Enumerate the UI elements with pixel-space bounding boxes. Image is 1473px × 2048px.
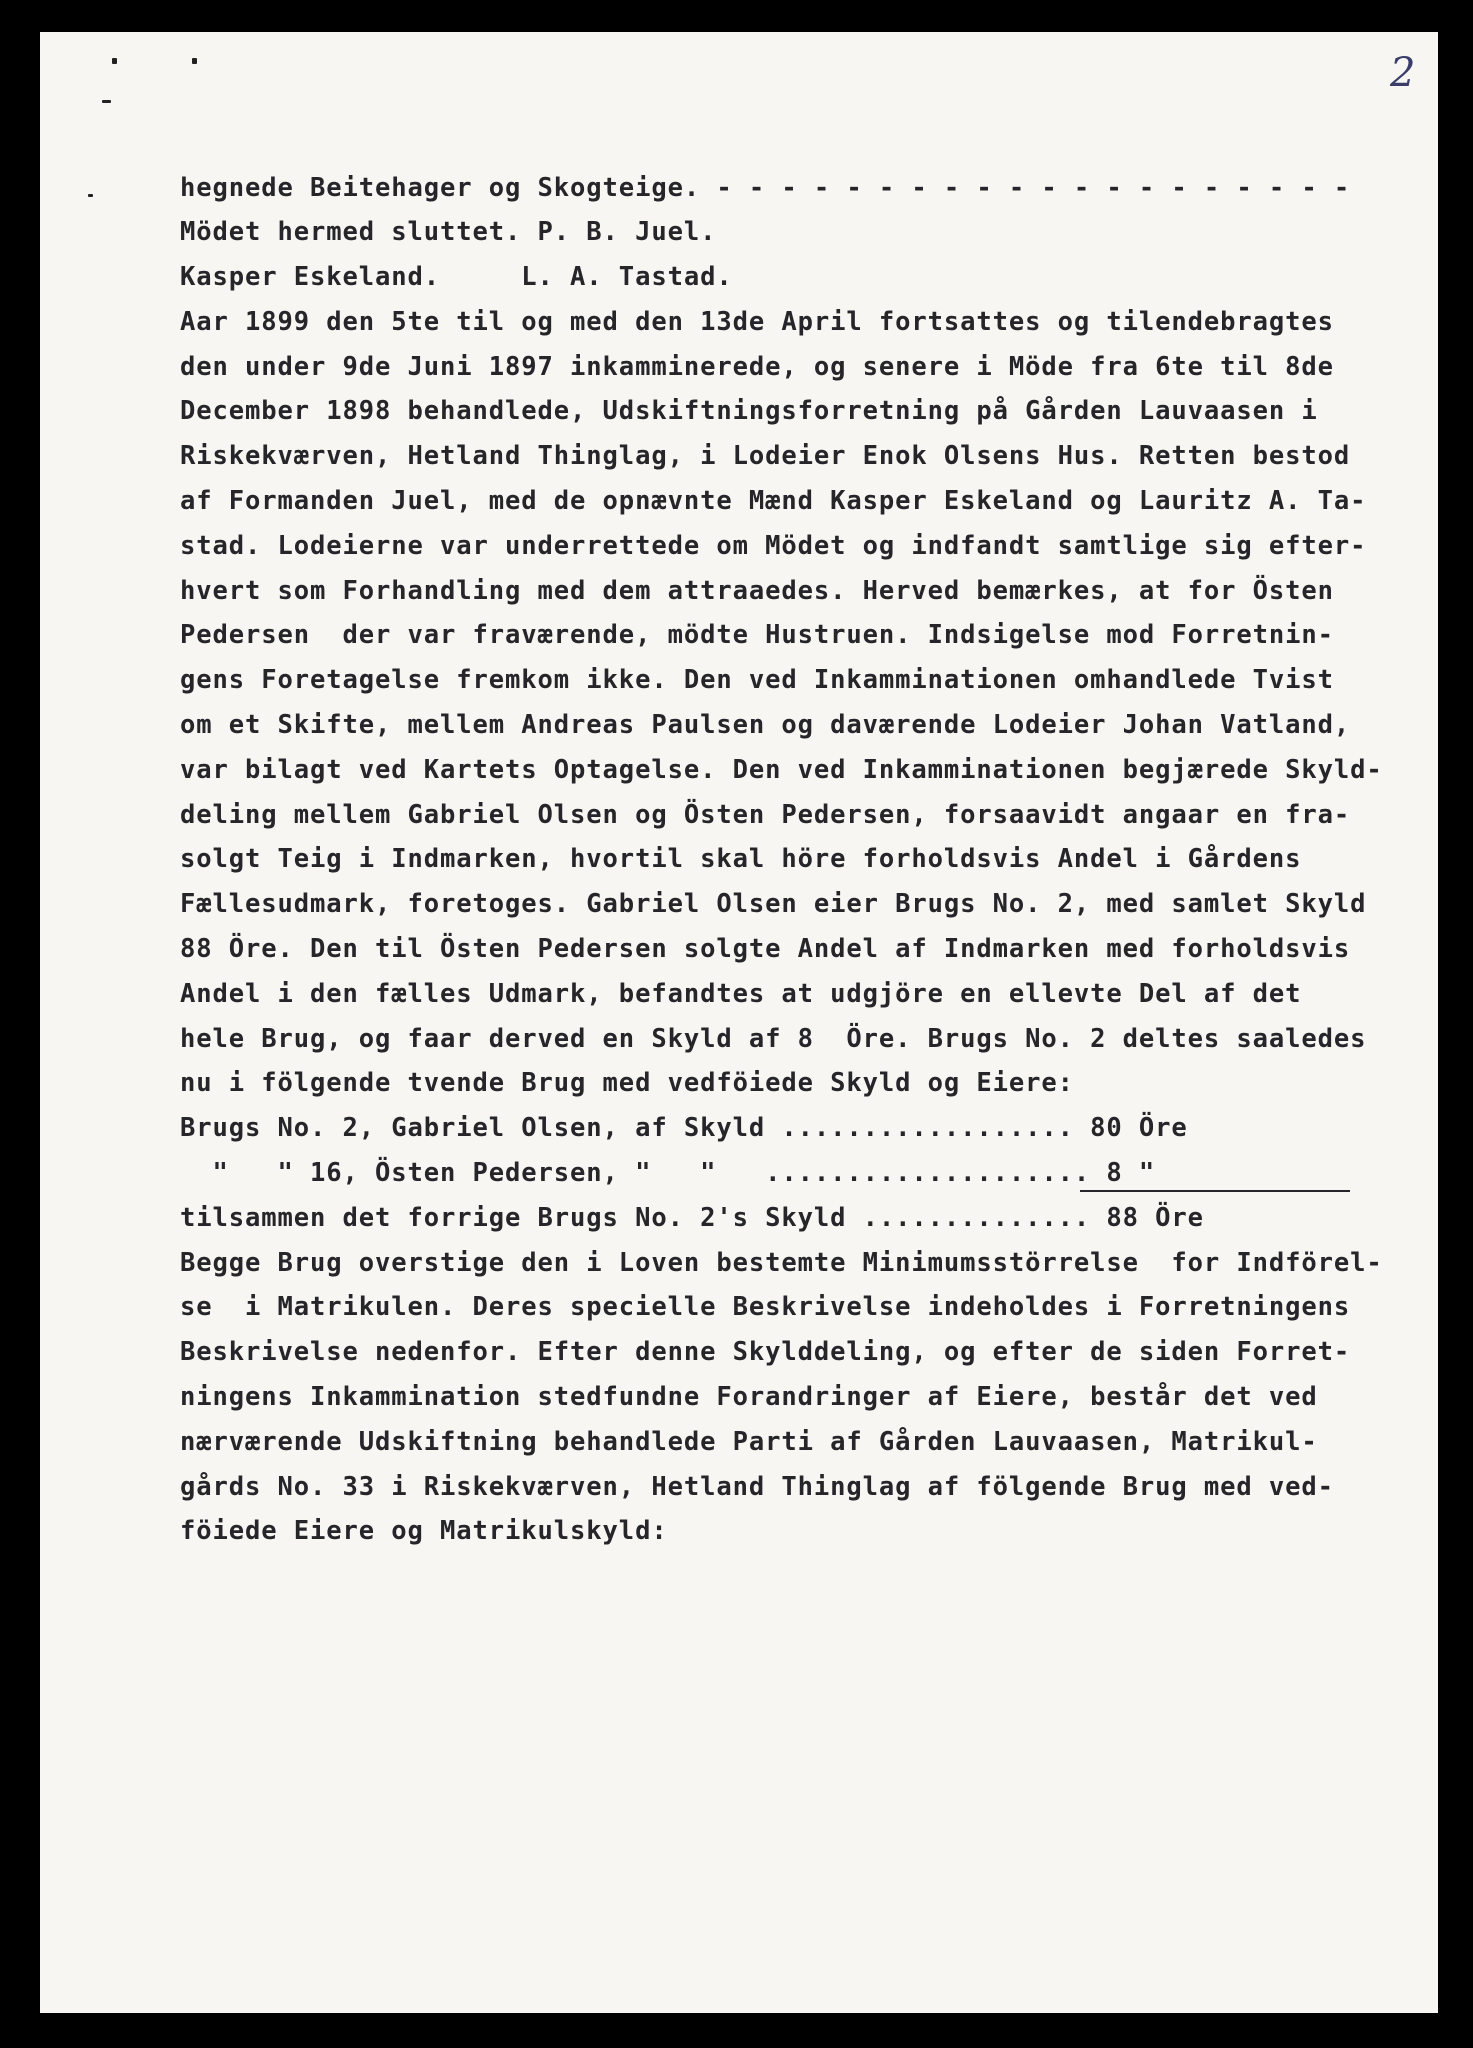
sum-underline xyxy=(1080,1190,1350,1192)
text-line: var bilagt ved Kartets Optagelse. Den ved Inkamminationen begjærede Skyld- xyxy=(180,755,1383,785)
document-page xyxy=(40,32,1438,2013)
margin-speck xyxy=(192,58,197,64)
text-line: deling mellem Gabriel Olsen og Östen Pedersen, forsaavidt angaar en fra- xyxy=(180,800,1351,830)
text-line: hele Brug, og faar derved en Skyld af 8 Öre. Brugs No. 2 deltes saaledes xyxy=(180,1024,1367,1054)
text-line: Pedersen der var fraværende, mödte Hustruen. Indsigelse mod Forretnin- xyxy=(180,620,1334,650)
text-line: stad. Lodeierne var underrettede om Mödet og indfandt samtlige sig efter- xyxy=(180,531,1367,561)
text-line: Mödet hermed sluttet. P. B. Juel. xyxy=(180,217,717,247)
text-line: Begge Brug overstige den i Loven bestemte Minimumsstörrelse for Indförel- xyxy=(180,1248,1383,1278)
margin-speck xyxy=(88,194,93,197)
text-line: gens Foretagelse fremkom ikke. Den ved Inkamminationen omhandlede Tvist xyxy=(180,665,1334,695)
text-line: Fællesudmark, foretoges. Gabriel Olsen eier Brugs No. 2, med samlet Skyld xyxy=(180,889,1367,919)
text-line: om et Skifte, mellem Andreas Paulsen og daværende Lodeier Johan Vatland, xyxy=(180,710,1351,740)
text-line: Aar 1899 den 5te til og med den 13de April fortsattes og tilendebragtes xyxy=(180,307,1334,337)
text-line: Beskrivelse nedenfor. Efter denne Skylddeling, og efter de siden Forret- xyxy=(180,1337,1351,1367)
text-line: föiede Eiere og Matrikulskyld: xyxy=(180,1516,668,1546)
page-number: 2 xyxy=(1390,50,1416,96)
text-line: ningens Inkammination stedfundne Forandringer af Eiere, består det ved xyxy=(180,1382,1318,1412)
margin-speck xyxy=(112,58,117,64)
text-line: den under 9de Juni 1897 inkamminerede, og senere i Möde fra 6te til 8de xyxy=(180,352,1334,382)
text-line: se i Matrikulen. Deres specielle Beskrivelse indeholdes i Forretningens xyxy=(180,1292,1351,1322)
text-line: nærværende Udskiftning behandlede Parti af Gården Lauvaasen, Matrikul- xyxy=(180,1427,1318,1457)
text-line: Brugs No. 2, Gabriel Olsen, af Skyld .................. 80 Öre xyxy=(180,1113,1188,1143)
text-line: December 1898 behandlede, Udskiftningsforretning på Gården Lauvaasen i xyxy=(180,396,1318,426)
text-line: " " 16, Östen Pedersen, " " .................... 8 " xyxy=(180,1158,1156,1188)
text-line: hegnede Beitehager og Skogteige. - - - - - - - - - - - - - - - - - - - - xyxy=(180,173,1351,203)
text-line: Riskekværven, Hetland Thinglag, i Lodeier Enok Olsens Hus. Retten bestod xyxy=(180,441,1351,471)
text-line: af Formanden Juel, med de opnævnte Mænd Kasper Eskeland og Lauritz A. Ta- xyxy=(180,486,1367,516)
text-line: tilsammen det forrige Brugs No. 2's Skyld .............. 88 Öre xyxy=(180,1203,1204,1233)
text-line: solgt Teig i Indmarken, hvortil skal höre forholdsvis Andel i Gårdens xyxy=(180,844,1302,874)
text-line: Kasper Eskeland. L. A. Tastad. xyxy=(180,262,733,292)
margin-speck xyxy=(102,100,111,103)
text-line: nu i fölgende tvende Brug med vedföiede Skyld og Eiere: xyxy=(180,1068,1074,1098)
text-line: 88 Öre. Den til Östen Pedersen solgte Andel af Indmarken med forholdsvis xyxy=(180,934,1351,964)
text-line: Andel i den fælles Udmark, befandtes at udgjöre en ellevte Del af det xyxy=(180,979,1302,1009)
text-line: gårds No. 33 i Riskekværven, Hetland Thinglag af fölgende Brug med ved- xyxy=(180,1472,1334,1502)
text-line: hvert som Forhandling med dem attraaedes. Herved bemærkes, at for Östen xyxy=(180,576,1334,606)
